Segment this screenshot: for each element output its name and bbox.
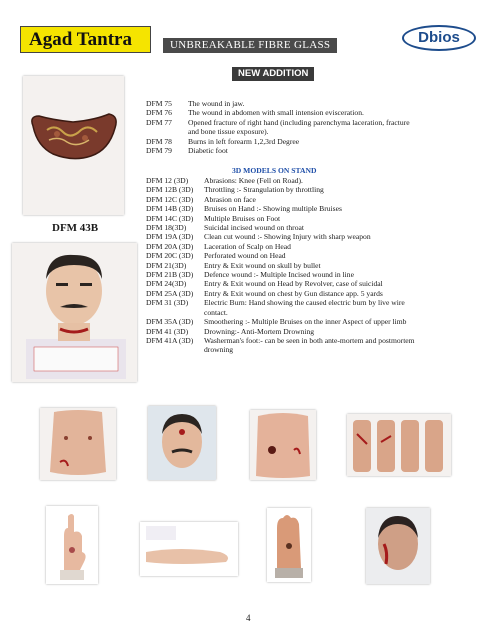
list-item: DFM 78 Burns in left forearm 1,2,3rd Degree (146, 136, 300, 146)
page-number: 4 (246, 613, 251, 623)
new-items-list (146, 99, 410, 155)
list-item: drowning (204, 345, 234, 355)
page-title: Agad Tantra (29, 29, 132, 50)
list-item: DFM 24(3D) Entry & Exit wound on Head by Revolver, case of suicidal (146, 279, 383, 289)
list-item: DFM 31 (3D) Electric Burn: Hand showing the caused electric burn by live wire (146, 298, 405, 308)
list-item: DFM 41A (3D) Washerman's foot:- can be seen in both ante-mortem and postmortem (146, 335, 415, 345)
list-item: DFM 12 (3D) Abrasions: Knee (Fell on Road). (146, 176, 303, 185)
gallery-image-limbs-wounds (347, 414, 451, 476)
list-item: DFM 77 Opened fracture of right hand (including parenchyma laceration, fracture (146, 117, 410, 127)
list-item: DFM 35A (3D) Smoothering :- Multiple Bruises on the inner Aspect of upper limb (146, 317, 407, 327)
list-item: contact. (204, 307, 228, 317)
list-item: DFM 12B (3D) Throttling :- Strangulation by throttling (146, 185, 324, 195)
gallery-image-head-bullet-wound (366, 508, 430, 584)
gallery-image-electric-burn-hand (267, 508, 311, 582)
list-item: DFM 20A (3D) Laceration of Scalp on Head (146, 241, 291, 251)
gallery-image-hand-bruises (46, 506, 98, 584)
list-item: DFM 75 The wound in jaw. (146, 99, 245, 108)
gallery-image-chest-wound (250, 410, 316, 480)
list-item: and bone tissue exposure). (188, 127, 269, 137)
list-item: DFM 41 (3D) Drowning:- Anti-Mortem Drowning (146, 326, 315, 336)
subtitle-bar: UNBREAKABLE FIBRE GLASS (163, 38, 337, 53)
stand-models-heading: 3D MODELS ON STAND (232, 166, 317, 175)
list-item: DFM 76 The wound in abdomen with small intension evisceration. (146, 108, 364, 118)
list-item: DFM 18(3D) Suicidal incised wound on throat (146, 223, 304, 233)
list-item: DFM 21(3D) Entry & Exit wound on skull by bullet (146, 260, 321, 270)
list-item: DFM 19A (3D) Clean cut wound :- Showing Injury with sharp weapon (146, 232, 371, 242)
title-banner (20, 26, 151, 53)
list-item: DFM 12C (3D) Abrasion on face (146, 194, 256, 204)
stand-models-list (146, 176, 415, 355)
gallery-image-head-wound (148, 406, 216, 480)
list-item: DFM 79 Diabetic foot (146, 146, 228, 156)
gallery-image-forearm-model (140, 522, 238, 576)
list-item: DFM 20C (3D) Perforated wound on Head (146, 251, 286, 261)
list-item: DFM 25A (3D) Entry & Exit wound on chest by Gun distance app. 5 yards (146, 288, 383, 298)
logo-text: Dbios (418, 29, 460, 46)
product-image-stomach (23, 76, 124, 215)
gallery-image-torso-wound (40, 408, 116, 480)
list-item: DFM 14B (3D) Bruises on Hand :- Showing multiple Bruises (146, 204, 342, 214)
new-addition-badge: NEW ADDITION (232, 67, 314, 81)
product-image-head-model (12, 243, 137, 382)
list-item: DFM 14C (3D) Multiple Bruises on Foot (146, 213, 281, 223)
list-item: DFM 21B (3D) Defence wound :- Multiple Incised wound in line (146, 270, 354, 280)
brand-logo (402, 25, 476, 51)
product-caption: DFM 43B (52, 222, 99, 234)
